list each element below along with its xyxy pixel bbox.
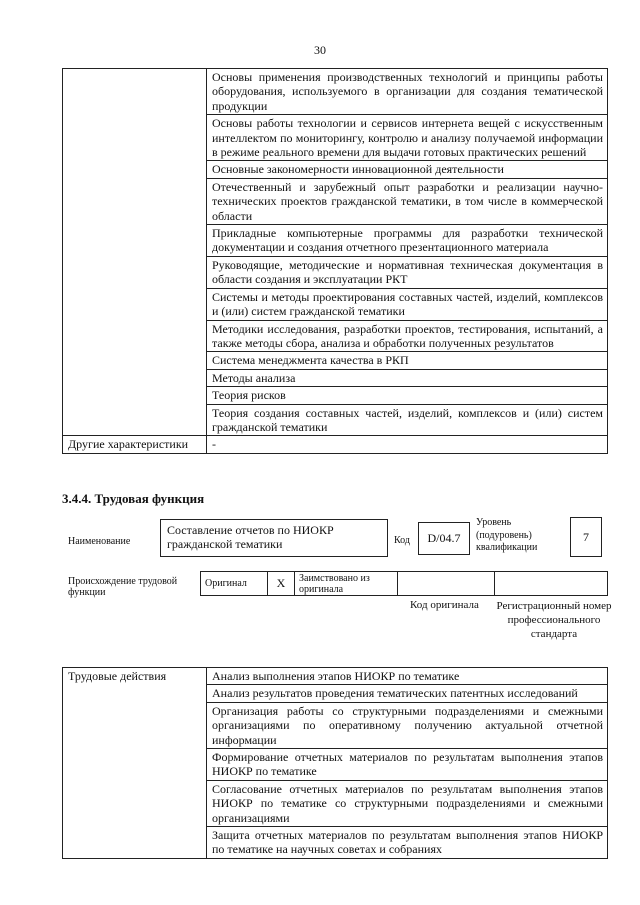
knowledge-item: Методики исследования, разработки проектов, тестирования, испытаний, а также методы сбора, анализа и обработки полученных результатов	[207, 320, 608, 352]
function-code-value: D/04.7	[418, 522, 470, 555]
knowledge-item: Руководящие, методические и нормативная техническая документация в области создания и эксплуатации РКТ	[207, 256, 608, 288]
labor-action-item: Защита отчетных материалов по результатам выполнения этапов НИОКР по тематике на научных советах и собраниях	[207, 827, 608, 859]
labor-actions-table	[62, 667, 608, 859]
other-characteristics-label: Другие характеристики	[63, 436, 207, 453]
original-code-caption: Код оригинала	[410, 599, 479, 611]
original-mark: X	[268, 572, 295, 596]
origin-label: Происхождение трудовой функции	[68, 576, 178, 598]
knowledge-item: Методы анализа	[207, 369, 608, 386]
original-code-cell	[398, 572, 495, 596]
labor-action-item: Анализ результатов проведения тематических патентных исследований	[207, 685, 608, 702]
labor-action-item: Организация работы со структурными подразделениями и смежными организациями по оперативному получению актуальной отчетной информации	[207, 702, 608, 748]
knowledge-item: Основы работы технологии и сервисов интернета вещей с искусственным интеллектом по мониторингу, контролю и анализу получаемой информации в режиме реального времени для выдачи готовых практических решений	[207, 115, 608, 161]
knowledge-item: Основные закономерности инновационной деятельности	[207, 161, 608, 178]
function-name-value: Составление отчетов по НИОКР гражданской тематики	[160, 519, 388, 557]
knowledge-item: Системы и методы проектирования составных частей, изделий, комплексов и (или) систем гражданской тематики	[207, 288, 608, 320]
knowledge-item: Система менеджмента качества в РКП	[207, 352, 608, 369]
qualification-level-value: 7	[570, 517, 602, 557]
qualification-level-label: Уровень (подуровень) квалификации	[476, 517, 538, 553]
other-characteristics-value: -	[207, 436, 608, 453]
labor-actions-label: Трудовые действия	[63, 668, 207, 859]
registration-number-caption: Регистрационный номер профессионального стандарта	[496, 600, 612, 640]
origin-table	[200, 571, 608, 596]
labor-action-item: Формирование отчетных материалов по результатам выполнения этапов НИОКР по тематике	[207, 749, 608, 781]
name-label: Наименование	[68, 536, 131, 547]
registration-number-cell	[495, 572, 608, 596]
code-label: Код	[394, 535, 410, 546]
borrowed-label: Заимствовано из оригинала	[295, 572, 398, 596]
labor-action-item: Анализ выполнения этапов НИОКР по тематике	[207, 668, 608, 685]
page-number: 30	[314, 43, 326, 57]
section-heading: 3.4.4. Трудовая функция	[62, 491, 205, 506]
knowledge-item: Прикладные компьютерные программы для разработки технической документации и создания отчетного презентационного материала	[207, 225, 608, 257]
labor-action-item: Согласование отчетных материалов по результатам выполнения этапов НИОКР по тематике со структурными подразделениями и смежными организациями	[207, 780, 608, 826]
knowledge-label-cell	[63, 69, 207, 115]
knowledge-item: Основы применения производственных технологий и принципы работы оборудования, используемого в организации для создания тематической продукции	[207, 69, 608, 115]
knowledge-table	[62, 68, 608, 454]
knowledge-item: Отечественный и зарубежный опыт разработки и реализации научно-технических проектов гражданской тематики, в том числе в коммерческой области	[207, 178, 608, 224]
knowledge-item: Теория рисков	[207, 387, 608, 404]
original-label: Оригинал	[201, 572, 268, 596]
knowledge-item: Теория создания составных частей, изделий, комплексов и (или) систем гражданской тематики	[207, 404, 608, 436]
